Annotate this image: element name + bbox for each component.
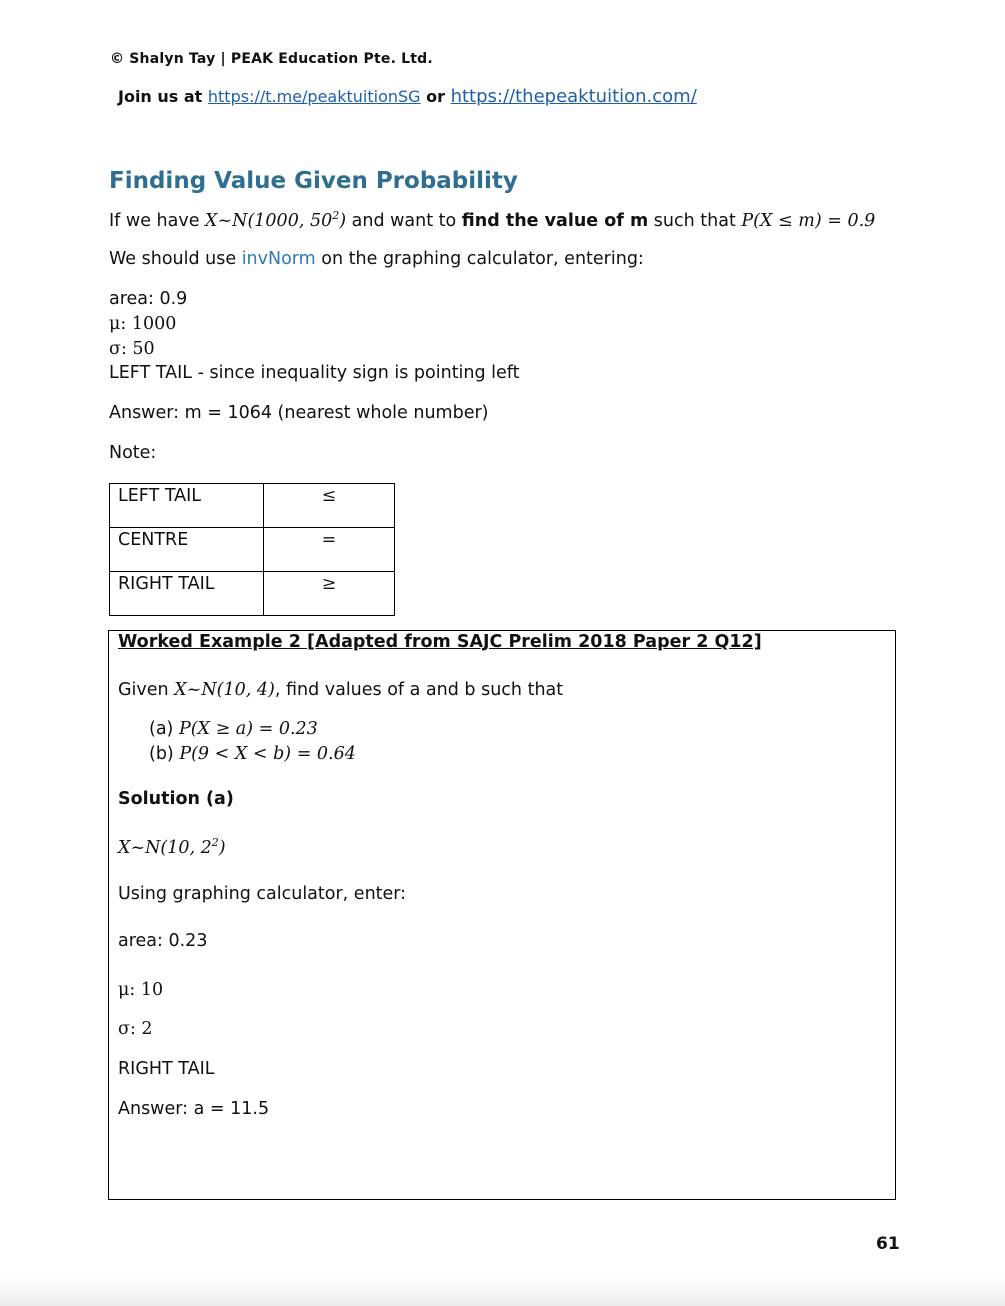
part-a-expression: P(X ≥ a) = 0.23	[178, 719, 318, 739]
table-cell-label: CENTRE	[110, 528, 264, 572]
given-distribution: X~N(10, 4)	[174, 680, 275, 700]
part-a-label: (a)	[149, 719, 179, 739]
intro-bold: find the value of m	[461, 210, 649, 231]
invnorm-line	[109, 249, 644, 269]
copyright-header: © Shalyn Tay | PEAK Education Pte. Ltd.	[110, 51, 433, 67]
table-cell-symbol: ≥	[264, 572, 395, 616]
join-prefix: Join us at	[118, 87, 208, 106]
example-sigma: σ: 2	[118, 1019, 153, 1039]
given-line	[118, 680, 563, 700]
page-bottom-shadow	[0, 1276, 1005, 1306]
telegram-link[interactable]: https://t.me/peaktuitionSG	[207, 87, 421, 106]
note-label: Note:	[109, 443, 157, 463]
intro-probability: P(X ≤ m) = 0.9	[741, 210, 876, 231]
sigma-value: σ: 50	[109, 339, 155, 359]
table-cell-label: LEFT TAIL	[110, 484, 264, 528]
example-answer: Answer: a = 11.5	[118, 1099, 270, 1119]
intro-distribution: X~N(1000, $50^2$)	[205, 209, 347, 231]
example-tail: RIGHT TAIL	[118, 1059, 215, 1079]
join-line	[118, 86, 697, 107]
worked-example-title: Worked Example 2 [Adapted from SAJC Prelim 2018 Paper 2 Q12]	[118, 632, 762, 652]
example-mu: μ: 10	[118, 980, 164, 1000]
table-cell-symbol: ≤	[264, 484, 395, 528]
calculator-instruction: Using graphing calculator, enter:	[118, 884, 407, 904]
part-b	[149, 744, 356, 764]
section-title: Finding Value Given Probability	[109, 168, 518, 194]
table-row	[110, 528, 395, 572]
table-row	[110, 572, 395, 616]
intro-suffix: such that	[648, 210, 742, 231]
table-cell-symbol: =	[264, 528, 395, 572]
part-a	[149, 719, 318, 739]
tail-table	[109, 483, 395, 616]
use-prefix: We should use	[109, 249, 242, 269]
part-b-expression: P(9 < X < b) = 0.64	[179, 744, 356, 764]
answer-line: Answer: m = 1064 (nearest whole number)	[109, 403, 489, 423]
intro-line	[109, 209, 875, 231]
given-suffix: , find values of a and b such that	[274, 680, 564, 700]
example-area: area: 0.23	[118, 931, 208, 951]
intro-prefix: If we have	[109, 210, 206, 231]
website-link[interactable]: https://thepeaktuition.com/	[450, 86, 697, 107]
intro-mid: and want to	[346, 210, 462, 231]
table-cell-label: RIGHT TAIL	[110, 572, 264, 616]
use-suffix: on the graphing calculator, entering:	[315, 249, 644, 269]
join-mid: or	[420, 87, 451, 106]
mu-value: μ: 1000	[109, 314, 177, 334]
invnorm-function: invNorm	[241, 249, 316, 269]
table-row	[110, 484, 395, 528]
page-number: 61	[876, 1234, 900, 1254]
part-b-label: (b)	[149, 744, 180, 764]
tail-note: LEFT TAIL - since inequality sign is pointing left	[109, 363, 520, 383]
area-value: area: 0.9	[109, 289, 188, 309]
solution-distribution: X~N(10, $2^2$)	[118, 836, 226, 858]
given-prefix: Given	[118, 680, 175, 700]
solution-heading: Solution (a)	[118, 789, 234, 809]
